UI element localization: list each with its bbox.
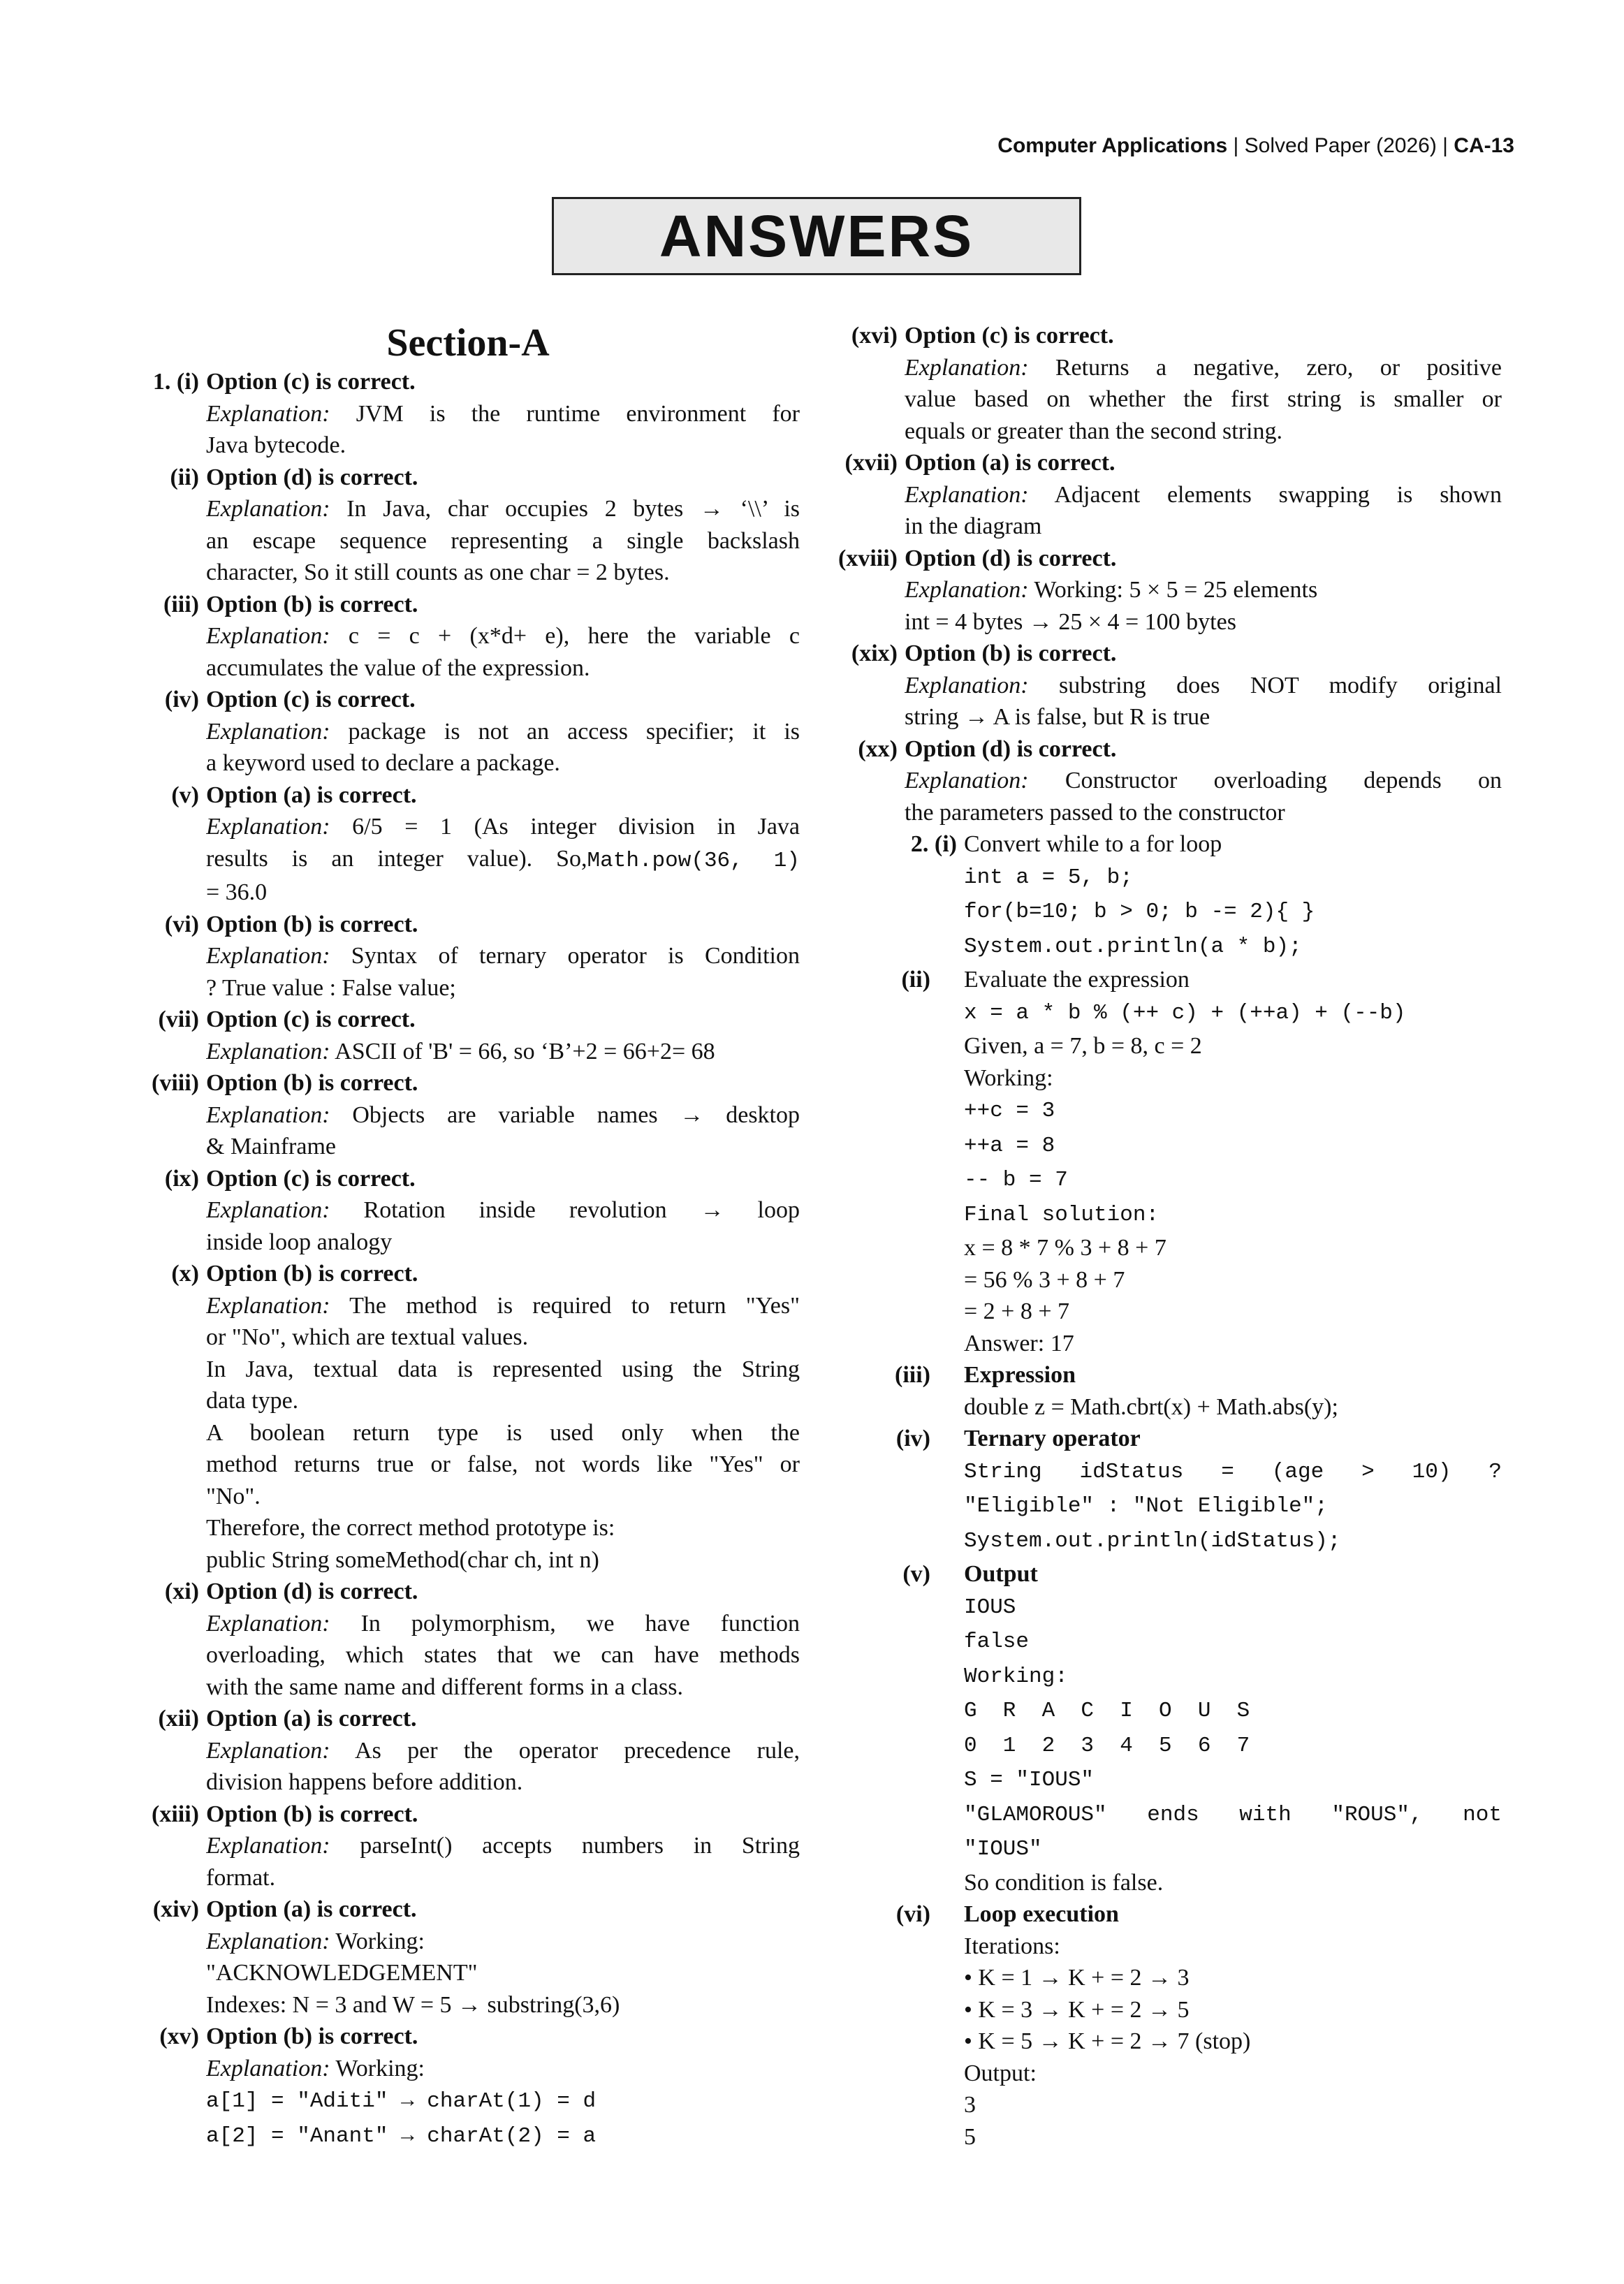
- answer-item: [831, 1558, 1502, 1898]
- question-number: (xvi): [851, 323, 898, 349]
- line-text: "No".: [206, 1483, 261, 1509]
- left-column: [136, 320, 800, 2153]
- text-line: [206, 1131, 800, 1163]
- line-text: int = 4 bytes → 25 × 4 = 100 bytes: [905, 608, 1236, 635]
- correct-option: Option (d) is correct.: [905, 545, 1117, 571]
- text-line: [964, 1867, 1502, 1899]
- correct-option: Option (d) is correct.: [905, 735, 1117, 762]
- answer-body: [206, 1703, 800, 1799]
- text-line: [206, 716, 800, 748]
- sub-heading: [964, 1558, 1502, 1590]
- header-subject: Computer Applications: [997, 134, 1228, 157]
- code-line: IOUS: [964, 1595, 1016, 1620]
- text-line: [206, 1322, 800, 1354]
- explanation-label: Explanation:: [206, 1610, 330, 1637]
- code-line: a[2] = "Anant" → charAt(2) = a: [206, 2123, 597, 2148]
- explanation-label: Explanation:: [206, 1197, 330, 1223]
- line-text: value based on whether the first string is smaller or: [905, 386, 1502, 412]
- inline-code: Math.pow(36, 1): [587, 848, 800, 873]
- text-line: [206, 1830, 800, 1862]
- code-line: ++c = 3: [964, 1099, 1055, 1123]
- answer-body: [206, 1004, 800, 1067]
- question-number: (vi): [895, 1901, 930, 1927]
- header-paper: Solved Paper (2026): [1244, 134, 1437, 157]
- text-line: [905, 574, 1502, 606]
- code-line: System.out.println(idStatus);: [964, 1528, 1341, 1553]
- explanation-label: Explanation:: [206, 400, 330, 427]
- line-text: Rotation inside revolution → loop: [363, 1197, 800, 1223]
- answer-item: [136, 589, 800, 685]
- line-text: The method is required to return "Yes": [349, 1292, 800, 1319]
- explanation-label: Explanation:: [206, 1292, 330, 1319]
- text-line: [206, 1099, 800, 1132]
- text-line: [206, 2053, 800, 2085]
- correct-option: Option (c) is correct.: [905, 323, 1114, 349]
- left-answer-list: [136, 366, 800, 2153]
- question-number: (xi): [164, 1579, 199, 1604]
- text-line: [206, 557, 800, 589]
- line-text: Convert while to a for loop: [964, 831, 1222, 857]
- answer-body: [905, 543, 1502, 638]
- line-text: Answer: 17: [964, 1330, 1074, 1356]
- line-text: public String someMethod(char ch, int n): [206, 1546, 599, 1573]
- correct-option: Option (d) is correct.: [206, 1579, 418, 1604]
- text-line: [964, 1931, 1502, 1963]
- text-line: [206, 972, 800, 1004]
- answer-body: [964, 1898, 1502, 2153]
- question-number: (ii): [901, 967, 930, 993]
- line-text: Working:: [964, 1064, 1053, 1091]
- text-line: [206, 877, 800, 909]
- question-number: (xiii): [152, 1801, 199, 1827]
- text-line: [206, 1036, 800, 1068]
- explanation-label: Explanation:: [206, 2055, 330, 2081]
- correct-option: Option (c) is correct.: [206, 369, 416, 395]
- question-number: (ix): [164, 1165, 199, 1192]
- answer-item: [136, 1258, 800, 1576]
- sub-heading: [964, 1359, 1502, 1391]
- correct-option: Option (c) is correct.: [206, 687, 416, 712]
- answer-body: [206, 589, 800, 685]
- line-text: Java bytecode.: [206, 432, 346, 458]
- line-text: 5: [964, 2123, 976, 2150]
- answer-item: [831, 1359, 1502, 1423]
- question-number: (xx): [858, 735, 898, 762]
- text-line: [964, 964, 1502, 996]
- text-line: [964, 1328, 1502, 1360]
- line-text: In Java, char occupies 2 bytes → ‘\\’ is: [346, 496, 800, 522]
- line-text: Evaluate the expression: [964, 967, 1190, 993]
- text-line: [964, 1062, 1502, 1095]
- sub-heading: [964, 1423, 1502, 1455]
- line-text: package is not an access specifier; it is: [348, 718, 800, 745]
- text-line: [206, 620, 800, 652]
- answer-body: [206, 1067, 800, 1163]
- code-line: -- b = 7: [964, 1168, 1068, 1192]
- line-text: a keyword used to declare a package.: [206, 750, 560, 776]
- correct-option: Option (b) is correct.: [206, 1261, 418, 1287]
- line-text: 6/5 = 1 (As integer division in Java: [352, 814, 800, 840]
- line-text: accumulates the value of the expression.: [206, 654, 590, 681]
- text-line: [964, 1264, 1502, 1296]
- page-title: ANSWERS: [659, 203, 974, 269]
- line-text: c = c + (x*d+ e), here the variable c: [348, 623, 800, 649]
- line-text: = 56 % 3 + 8 + 7: [964, 1266, 1125, 1293]
- text-line: [206, 1354, 800, 1386]
- text-line: [206, 1862, 800, 1894]
- question-number: (vi): [164, 911, 199, 937]
- answer-body: [905, 320, 1502, 447]
- correct-option: Option (b) is correct.: [206, 591, 418, 617]
- explanation-label: Explanation:: [206, 814, 330, 840]
- correct-option: Option (b) is correct.: [905, 640, 1117, 666]
- code-line: int a = 5, b;: [964, 865, 1133, 890]
- text-line: [905, 670, 1502, 702]
- line-text: format.: [206, 1864, 276, 1891]
- line-text: & Mainframe: [206, 1134, 336, 1159]
- text-line: [905, 701, 1502, 733]
- explanation-label: Explanation:: [206, 1101, 330, 1128]
- text-line: [905, 416, 1502, 448]
- header-page-number: CA-13: [1454, 134, 1514, 157]
- answer-body: [905, 447, 1502, 543]
- sub-heading: [964, 1898, 1502, 1931]
- answer-item: [831, 543, 1502, 638]
- text-line: [206, 430, 800, 462]
- question-number: (xviii): [838, 545, 898, 571]
- answer-body: [206, 779, 800, 909]
- correct-option: Option (b) is correct.: [206, 911, 418, 937]
- line-text: In polymorphism, we have function: [360, 1610, 800, 1637]
- correct-option: Option (b) is correct.: [206, 1070, 418, 1096]
- code-line: "GLAMOROUS" ends with "ROUS", not: [964, 1802, 1502, 1827]
- explanation-label: Explanation:: [206, 943, 330, 969]
- question-number: (viii): [152, 1070, 199, 1096]
- section-title: Section-A: [386, 321, 550, 365]
- line-text: JVM is the runtime environment for: [356, 400, 800, 427]
- line-text: method returns true or false, not words like "Yes" or: [206, 1451, 800, 1477]
- text-line: [206, 1671, 800, 1704]
- line-text: = 2 + 8 + 7: [964, 1298, 1070, 1324]
- right-column: [831, 320, 1502, 2153]
- answer-body: [206, 1894, 800, 2021]
- answer-body: [964, 1359, 1502, 1423]
- answer-body: [206, 462, 800, 589]
- correct-option: Option (b) is correct.: [206, 1801, 418, 1827]
- line-text: Therefore, the correct method prototype is:: [206, 1515, 615, 1541]
- line-text: in the diagram: [905, 513, 1042, 539]
- answer-item: [831, 638, 1502, 733]
- line-text: Adjacent elements swapping is shown: [1054, 481, 1502, 508]
- line-text: data type.: [206, 1388, 299, 1414]
- answer-body: [964, 828, 1502, 964]
- answers-title-box: [552, 197, 1081, 275]
- line-text: Output: [964, 1561, 1038, 1587]
- header-separator: |: [1227, 134, 1245, 157]
- line-text: As per the operator precedence rule,: [355, 1737, 800, 1764]
- explanation-label: Explanation:: [206, 1833, 330, 1859]
- line-text: Working: 5 × 5 = 25 elements: [1034, 577, 1318, 603]
- question-number: 1. (i): [152, 369, 199, 395]
- text-line: [964, 828, 1502, 861]
- line-text: • K = 3 → K + = 2 → 5: [964, 1996, 1190, 2023]
- answer-body: [964, 1423, 1502, 1558]
- answer-item: [831, 1423, 1502, 1558]
- answer-item: [831, 733, 1502, 829]
- code-line: ++a = 8: [964, 1133, 1055, 1158]
- question-number: (vii): [158, 1006, 199, 1032]
- text-line: [964, 2089, 1502, 2121]
- text-line: [905, 606, 1502, 638]
- answer-body: [206, 2021, 800, 2153]
- line-text: substring does NOT modify original: [1058, 672, 1502, 698]
- answer-item: [136, 1004, 800, 1067]
- text-line: [206, 1481, 800, 1513]
- code-line: System.out.println(a * b);: [964, 934, 1302, 959]
- question-number: (iv): [895, 1426, 930, 1451]
- line-text: string → A is false, but R is true: [905, 704, 1210, 730]
- explanation-label: Explanation:: [206, 718, 330, 745]
- text-line: [206, 1385, 800, 1417]
- code-line: for(b=10; b > 0; b -= 2){ }: [964, 900, 1315, 924]
- line-text: • K = 5 → K + = 2 → 7 (stop): [964, 2028, 1251, 2054]
- answer-body: [206, 684, 800, 779]
- line-text: Given, a = 7, b = 8, c = 2: [964, 1033, 1202, 1059]
- line-text: results is an integer value). So,: [206, 845, 587, 872]
- text-line: [206, 1544, 800, 1576]
- running-header: [997, 134, 1514, 158]
- text-line: [206, 1735, 800, 1767]
- question-number: (v): [902, 1561, 930, 1587]
- code-line: Working:: [964, 1664, 1068, 1689]
- line-text: Returns a negative, zero, or positive: [1055, 354, 1502, 381]
- code-line: 0 1 2 3 4 5 6 7: [964, 1733, 1250, 1758]
- line-text: "ACKNOWLEDGEMENT": [206, 1960, 478, 1986]
- answer-body: [905, 638, 1502, 733]
- explanation-label: Explanation:: [206, 1038, 330, 1064]
- correct-option: Option (c) is correct.: [206, 1165, 416, 1192]
- line-text: inside loop analogy: [206, 1229, 393, 1255]
- right-answer-list: [831, 320, 1502, 2153]
- answer-item: [136, 1067, 800, 1163]
- question-number: 2. (i): [910, 831, 957, 857]
- text-line: [905, 383, 1502, 416]
- line-text: 3: [964, 2092, 976, 2118]
- answer-item: [136, 366, 800, 462]
- answer-body: [964, 964, 1502, 1359]
- question-number: (xv): [159, 2023, 199, 2049]
- line-text: • K = 1 → K + = 2 → 3: [964, 1965, 1190, 1991]
- line-text: Objects are variable names → desktop: [352, 1101, 800, 1128]
- answer-item: [136, 684, 800, 779]
- line-text: Output:: [964, 2060, 1037, 2086]
- text-line: [206, 525, 800, 557]
- text-line: [964, 1232, 1502, 1264]
- line-text: with the same name and different forms in a class.: [206, 1674, 683, 1700]
- text-line: [206, 940, 800, 972]
- answer-body: [964, 1558, 1502, 1898]
- line-text: character, So it still counts as one char = 2 bytes.: [206, 559, 670, 585]
- text-line: [206, 1194, 800, 1227]
- line-text: A boolean return type is used only when the: [206, 1419, 800, 1446]
- text-line: [905, 511, 1502, 543]
- question-number: (iii): [895, 1362, 930, 1388]
- answer-item: [831, 447, 1502, 543]
- correct-option: Option (d) is correct.: [206, 464, 418, 490]
- text-line: [206, 1449, 800, 1481]
- text-line: [905, 479, 1502, 511]
- text-line: [964, 2026, 1502, 2058]
- correct-option: Option (a) is correct.: [206, 782, 417, 808]
- correct-option: Option (a) is correct.: [206, 1706, 417, 1732]
- question-number: (ii): [170, 464, 199, 490]
- answer-item: [136, 1163, 800, 1259]
- answer-body: [206, 366, 800, 462]
- answer-body: [206, 1163, 800, 1259]
- line-text: Constructor overloading depends on: [1065, 768, 1502, 793]
- correct-option: Option (b) is correct.: [206, 2023, 418, 2049]
- code-line: "IOUS": [964, 1837, 1042, 1861]
- text-line: [964, 2058, 1502, 2090]
- explanation-label: Explanation:: [905, 577, 1029, 603]
- text-line: [206, 1290, 800, 1322]
- line-text: an escape sequence representing a single backslash: [206, 527, 800, 554]
- text-line: [964, 1391, 1502, 1423]
- text-line: [206, 843, 800, 877]
- line-text: Working:: [335, 1928, 425, 1954]
- explanation-label: Explanation:: [905, 768, 1029, 793]
- text-line: [905, 797, 1502, 829]
- answer-body: [206, 909, 800, 1004]
- explanation-label: Explanation:: [206, 496, 330, 522]
- answer-item: [136, 909, 800, 1004]
- answer-item: [136, 1703, 800, 1799]
- answer-item: [136, 462, 800, 589]
- code-line: x = a * b % (++ c) + (++a) + (--b): [964, 1000, 1406, 1025]
- line-text: overloading, which states that we can have methods: [206, 1642, 800, 1668]
- text-line: [964, 1296, 1502, 1328]
- line-text: Working:: [335, 2055, 425, 2081]
- text-line: [206, 1926, 800, 1958]
- answer-body: [206, 1258, 800, 1576]
- question-number: (x): [171, 1261, 199, 1287]
- answer-item: [831, 828, 1502, 964]
- line-text: parseInt() accepts numbers in String: [360, 1833, 800, 1859]
- line-text: Syntax of ternary operator is Condition: [351, 943, 800, 969]
- line-text: ASCII of 'B' = 66, so ‘B’+2 = 66+2= 68: [335, 1038, 715, 1064]
- answer-item: [136, 779, 800, 909]
- question-number: (iv): [164, 687, 199, 712]
- line-text: double z = Math.cbrt(x) + Math.abs(y);: [964, 1393, 1338, 1420]
- line-text: Ternary operator: [964, 1426, 1141, 1451]
- text-line: [206, 811, 800, 843]
- text-line: [206, 1957, 800, 1989]
- text-line: [206, 1417, 800, 1449]
- line-text: Loop execution: [964, 1901, 1119, 1927]
- line-text: = 36.0: [206, 879, 268, 905]
- text-line: [206, 493, 800, 525]
- code-line: String idStatus = (age > 10) ?: [964, 1459, 1502, 1484]
- line-text: Indexes: N = 3 and W = 5 → substring(3,6): [206, 1991, 620, 2018]
- correct-option: Option (a) is correct.: [206, 1896, 417, 1922]
- text-line: [964, 2121, 1502, 2153]
- answer-item: [136, 1894, 800, 2021]
- text-line: [964, 1994, 1502, 2026]
- line-text: In Java, textual data is represented using the String: [206, 1356, 800, 1382]
- code-line: "Eligible" : "Not Eligible";: [964, 1494, 1328, 1518]
- answer-body: [206, 1799, 800, 1894]
- question-number: (xii): [158, 1706, 199, 1732]
- line-text: So condition is false.: [964, 1869, 1164, 1896]
- text-line: [206, 1608, 800, 1640]
- line-text: the parameters passed to the constructor: [905, 799, 1285, 826]
- text-line: [206, 1989, 800, 2021]
- correct-option: Option (a) is correct.: [905, 450, 1115, 476]
- question-number: (xvii): [844, 450, 898, 476]
- line-text: Iterations:: [964, 1933, 1060, 1959]
- answer-item: [136, 2021, 800, 2153]
- explanation-label: Explanation:: [905, 354, 1029, 381]
- text-line: [206, 1227, 800, 1259]
- question-number: (v): [171, 782, 199, 808]
- answer-item: [136, 1576, 800, 1703]
- text-line: [206, 398, 800, 430]
- code-line: G R A C I O U S: [964, 1699, 1250, 1723]
- line-text: ? True value : False value;: [206, 974, 456, 1001]
- question-number: (iii): [163, 591, 199, 617]
- text-line: [905, 352, 1502, 384]
- line-text: equals or greater than the second string.: [905, 418, 1282, 444]
- explanation-label: Explanation:: [206, 1737, 330, 1764]
- question-number: (xix): [851, 640, 898, 666]
- explanation-label: Explanation:: [206, 1928, 330, 1954]
- code-line: false: [964, 1630, 1030, 1654]
- code-line: Final solution:: [964, 1202, 1160, 1227]
- text-line: [206, 1766, 800, 1799]
- text-line: [964, 1962, 1502, 1994]
- text-line: [206, 1639, 800, 1671]
- header-separator: |: [1436, 134, 1454, 157]
- explanation-label: Explanation:: [206, 623, 330, 649]
- explanation-label: Explanation:: [905, 481, 1029, 508]
- answer-item: [831, 964, 1502, 1359]
- answer-item: [831, 1898, 1502, 2153]
- text-line: [964, 1030, 1502, 1062]
- line-text: x = 8 * 7 % 3 + 8 + 7: [964, 1235, 1166, 1261]
- text-line: [206, 652, 800, 685]
- code-line: S = "IOUS": [964, 1768, 1095, 1792]
- answer-item: [831, 320, 1502, 447]
- text-line: [206, 1512, 800, 1544]
- line-text: or "No", which are textual values.: [206, 1324, 529, 1350]
- text-line: [206, 747, 800, 779]
- answer-body: [206, 1576, 800, 1703]
- explanation-label: Explanation:: [905, 672, 1029, 698]
- answer-item: [136, 1799, 800, 1894]
- line-text: division happens before addition.: [206, 1769, 523, 1795]
- answer-body: [905, 733, 1502, 829]
- question-number: (xiv): [152, 1896, 199, 1922]
- code-line: a[1] = "Aditi" → charAt(1) = d: [206, 2089, 597, 2114]
- line-text: Expression: [964, 1362, 1076, 1388]
- correct-option: Option (c) is correct.: [206, 1006, 416, 1032]
- text-line: [905, 765, 1502, 797]
